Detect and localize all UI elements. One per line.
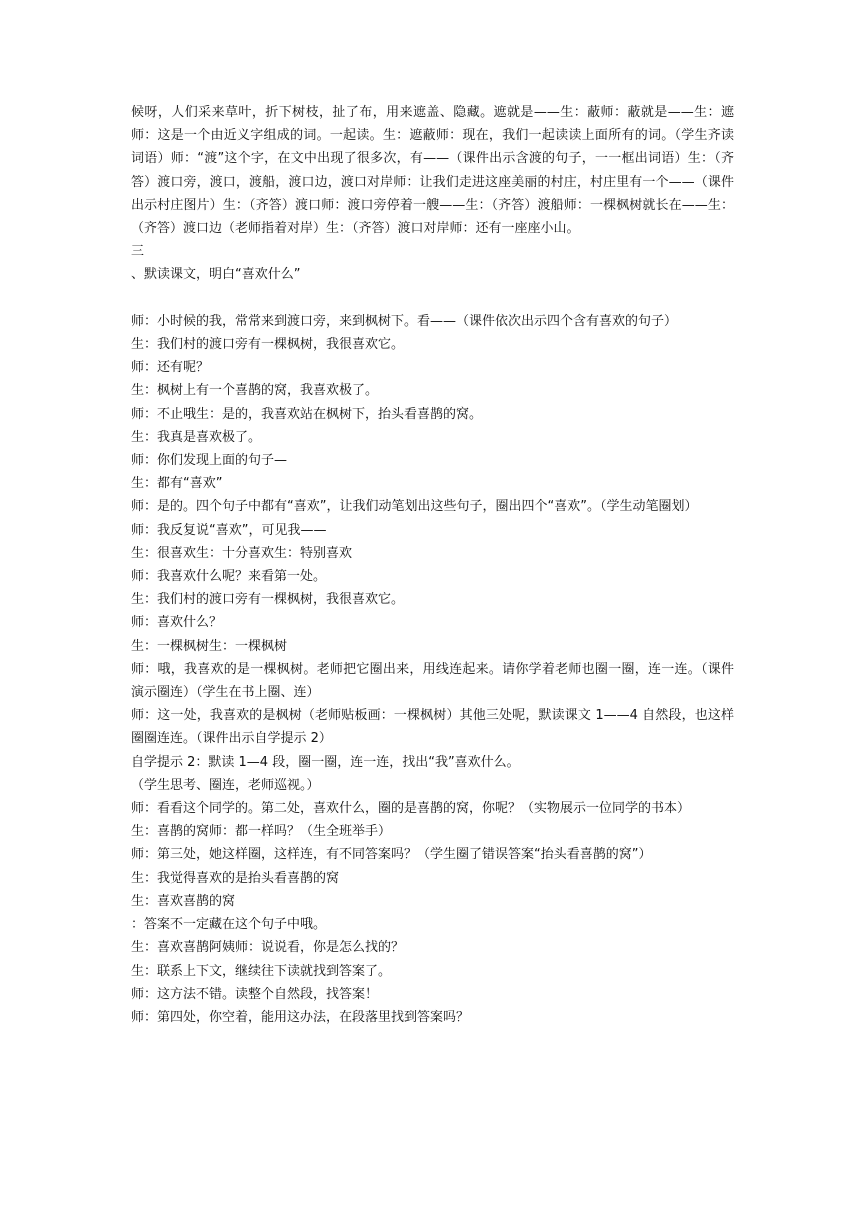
- section-heading: 、默读课文，明白“喜欢什么”: [131, 267, 301, 283]
- paragraph: 师：我反复说“喜欢”，可见我——: [131, 522, 327, 538]
- paragraph: 生：喜欢喜鹊的窝: [131, 893, 236, 909]
- paragraph: 生：我们村的渡口旁有一棵枫树，我很喜欢它。: [131, 592, 405, 608]
- paragraph: 师：第四处，你空着，能用这办法，在段落里找到答案吗？: [131, 1009, 470, 1025]
- paragraph: 师：我喜欢什么呢？来看第一处。: [131, 569, 327, 585]
- paragraph: 师：喜欢什么？: [131, 615, 223, 631]
- paragraph: 生：枫树上有一个喜鹊的窝，我喜欢极了。: [131, 383, 379, 399]
- section-number: 三: [131, 244, 145, 260]
- paragraph: 生：我们村的渡口旁有一棵枫树，我很喜欢它。: [131, 337, 405, 353]
- paragraph: 师：小时候的我，常常来到渡口旁，来到枫树下。看——（课件依次出示四个含有喜欢的句子）: [131, 313, 678, 329]
- paragraph: 生：一棵枫树生：一棵枫树: [131, 638, 288, 654]
- paragraph: 生：喜欢喜鹊阿姨师：说说看，你是怎么找的？: [131, 940, 405, 956]
- paragraph: （学生思考、圈连，老师巡视。）: [131, 777, 320, 793]
- document-page: [131, 101, 734, 1029]
- paragraph: 生：我真是喜欢极了。: [131, 429, 262, 445]
- paragraph: 师：看看这个同学的。第二处，喜欢什么，圈的是喜鹊的窝，你呢？（实物展示一位同学的书本）: [131, 801, 691, 817]
- paragraph: 师：第三处，她这样圈，这样连，有不同答案吗？（学生圈了错误答案“抬头看喜鹊的窝”）: [131, 847, 652, 863]
- paragraph: 师：这一处，我喜欢的是枫树（老师贴板画：一棵枫树）其他三处呢，默读课文 1——4 自然段，也这样圈圈连连。（课件出示自学提示 2）: [131, 708, 734, 747]
- blank-line: [131, 287, 734, 310]
- paragraph: 师：还有呢？: [131, 360, 210, 376]
- paragraph: 生：我觉得喜欢的是抬头看喜鹊的窝: [131, 870, 340, 886]
- paragraph: 师：这方法不错。读整个自然段，找答案！: [131, 986, 379, 1002]
- paragraph: 师：你们发现上面的句子—: [131, 453, 288, 469]
- paragraph: 生：喜鹊的窝师：都一样吗？（生全班举手）: [131, 824, 392, 840]
- paragraph: 师：哦，我喜欢的是一棵枫树。老师把它圈出来，用线连起来。请你学着老师也圈一圈，连一连。（课件演示圈连）（学生在书上圈、连）: [131, 661, 734, 701]
- paragraph: ：答案不一定藏在这个句子中哦。: [131, 917, 327, 933]
- paragraph: 师：是的。四个句子中都有“喜欢”，让我们动笔划出这些句子，圈出四个“喜欢”。（学生动笔圈划）: [131, 499, 698, 515]
- paragraph-intro: 候呀，人们采来草叶，折下树枝，扯了布，用来遮盖、隐藏。遮就是——生：蔽师：蔽就是——生：遮师：这是一个由近义字组成的词。一起读。生：遮蔽师：现在，我们一起读读上面所有的词。（学生齐读词语）师：“渡”这个字，在文中出现了很多次，有——（课件出示含渡的句子，一一框出词语）生：（齐答）渡口旁，渡口，渡船，渡口边，渡口对岸师：让我们走进这座美丽的村庄，村庄里有一个——（课件出示村庄图片）生：（齐答）渡口师：渡口旁停着一艘——生：（齐答）渡船师：一棵枫树就长在——生：（齐答）渡口边（老师指着对岸）生：（齐答）渡口对岸师：还有一座座小山。: [131, 105, 734, 237]
- paragraph: 生：都有“喜欢”: [131, 476, 223, 492]
- self-study-prompt: 自学提示 2：默读 1—4 段，圈一圈，连一连，找出“我”喜欢什么。: [131, 754, 520, 770]
- paragraph: 生：很喜欢生：十分喜欢生：特别喜欢: [131, 545, 353, 561]
- paragraph: 师：不止哦生：是的，我喜欢站在枫树下，抬头看喜鹊的窝。: [131, 406, 483, 422]
- paragraph: 生：联系上下文，继续往下读就找到答案了。: [131, 963, 392, 979]
